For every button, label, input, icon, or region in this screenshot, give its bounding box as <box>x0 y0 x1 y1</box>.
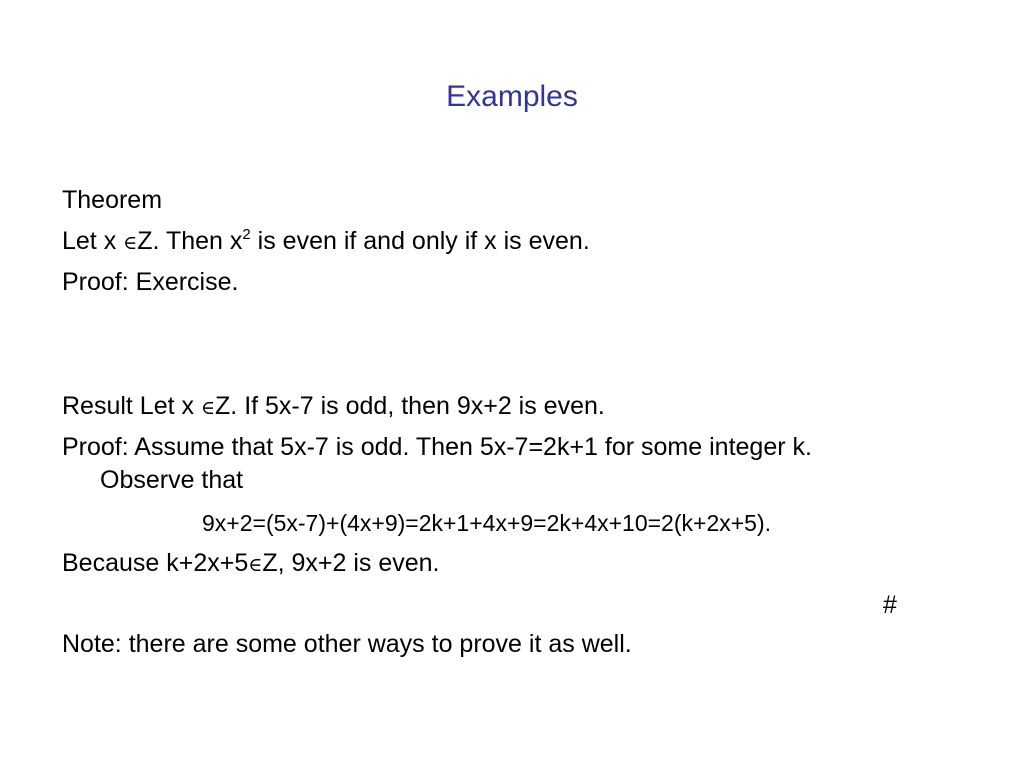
slide-title: Examples <box>446 80 578 113</box>
theorem-mid: Z. Then x <box>137 227 243 255</box>
theorem-statement <box>62 227 590 256</box>
because-line <box>62 549 440 578</box>
result-proof-line2: Observe that <box>100 466 244 494</box>
element-of-symbol: ∈ <box>248 554 263 576</box>
theorem-pre: Let x <box>62 227 124 255</box>
element-of-symbol: ∈ <box>123 232 138 254</box>
theorem-proof: Proof: Exercise. <box>62 268 239 296</box>
element-of-symbol: ∈ <box>200 397 216 419</box>
theorem-heading: Theorem <box>62 186 163 214</box>
because-pre: Because k+2x+5 <box>62 549 249 577</box>
proof-equation: 9x+2=(5x-7)+(4x+9)=2k+1+4x+9=2k+4x+10=2(k+2x+5). <box>202 510 772 536</box>
note-line: Note: there are some other ways to prove it as well. <box>62 630 632 658</box>
result-post: Z. If 5x-7 is odd, then 9x+2 is even. <box>215 392 605 420</box>
result-proof-line1: Proof: Assume that 5x-7 is odd. Then 5x-7=2k+1 for some integer k. <box>62 433 812 461</box>
theorem-post: is even if and only if x is even. <box>250 227 590 255</box>
because-post: Z, 9x+2 is even. <box>262 549 440 577</box>
result-statement <box>62 392 605 421</box>
end-of-proof-mark: # <box>883 591 897 619</box>
theorem-exponent: 2 <box>242 226 251 243</box>
result-pre: Result Let x <box>62 392 201 420</box>
